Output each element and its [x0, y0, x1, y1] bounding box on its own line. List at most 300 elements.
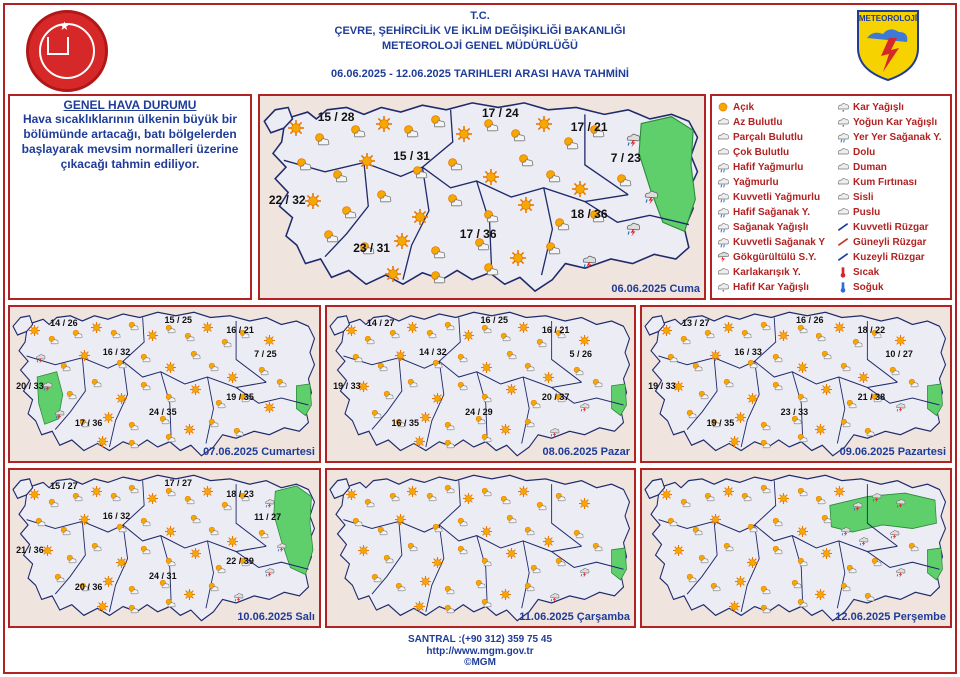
partly-cloudy-icon	[481, 557, 492, 568]
partly-cloudy-icon	[407, 542, 418, 553]
sunny-icon	[858, 372, 869, 383]
sunny-icon	[518, 197, 534, 213]
sunny-icon	[432, 393, 443, 404]
partly-cloudy-icon	[341, 205, 357, 221]
sunny-icon	[815, 424, 826, 435]
partly-cloudy-icon	[215, 399, 226, 410]
temperature-label: 5 / 26	[569, 348, 593, 359]
legend-item	[716, 280, 809, 295]
sunny-icon	[510, 250, 526, 266]
partly-cloudy-icon	[332, 169, 348, 185]
legend-label: Sisli	[853, 192, 874, 203]
partly-cloudy-icon	[72, 329, 83, 340]
partly-cloudy-icon	[536, 338, 547, 349]
legend-label: Kar Yağışlı	[853, 102, 904, 113]
partly-cloudy-icon	[165, 393, 176, 404]
temperature-label: 16 / 21	[226, 325, 254, 336]
temperature-label: 19 / 35	[226, 391, 254, 402]
partly-cloudy-icon	[426, 492, 437, 503]
partly-cloudy-icon	[797, 324, 808, 335]
legend-item	[836, 100, 904, 115]
legend-label: Gökgürültülü S.Y.	[733, 252, 817, 263]
sunny-icon	[483, 169, 499, 185]
temperature-label: 21 / 36	[16, 544, 44, 555]
light-shower-icon	[716, 206, 730, 218]
sunny-icon	[747, 393, 758, 404]
legend-label: Parçalı Bulutlu	[733, 132, 804, 143]
temperature-label: 16 / 25	[480, 314, 509, 325]
cold-icon	[836, 281, 850, 293]
sunny-icon	[579, 498, 590, 509]
heavy-shower-icon	[716, 236, 730, 248]
temperature-label: 17 / 24	[482, 106, 519, 121]
partly-cloudy-icon	[506, 514, 517, 525]
temperature-label: 7 / 23	[610, 150, 641, 165]
partly-cloudy-icon	[772, 545, 783, 556]
partly-cloudy-icon	[481, 324, 492, 335]
sunny-icon	[536, 116, 552, 132]
sunny-icon	[895, 335, 906, 346]
map-date-label: 07.06.2025 Cumartesi	[203, 446, 315, 458]
partly-cloudy-icon	[483, 262, 499, 278]
temperature-label: 22 / 32	[268, 192, 306, 207]
sunny-icon	[420, 576, 431, 587]
partly-cloudy-icon	[692, 526, 703, 537]
partly-cloudy-icon	[530, 564, 541, 575]
partly-cloudy-icon	[371, 573, 382, 584]
sleet-icon	[716, 266, 730, 278]
partly-cloudy-icon	[128, 321, 139, 332]
legend-item	[836, 250, 925, 265]
temperature-label: 14 / 26	[50, 317, 78, 328]
local-shower-icon	[836, 131, 850, 143]
temperature-label: 16 / 35	[391, 417, 419, 428]
partly-cloudy-icon	[524, 582, 535, 593]
partly-cloudy-icon	[840, 362, 851, 373]
partly-cloudy-icon	[747, 359, 758, 370]
partly-cloudy-icon	[797, 433, 808, 444]
sunny-icon	[165, 526, 176, 537]
partly-cloudy-icon	[389, 492, 400, 503]
legend-item	[836, 190, 874, 205]
sunny-icon	[834, 486, 845, 497]
partly-cloudy-icon	[524, 526, 535, 537]
legend-item	[836, 130, 942, 145]
partly-cloudy-icon	[364, 498, 375, 509]
legend-label: Hafif Yağmurlu	[733, 162, 804, 173]
svg-text:*: *	[722, 289, 725, 294]
smoke-icon	[836, 161, 850, 173]
partly-cloudy-icon	[797, 557, 808, 568]
sunny-icon	[79, 514, 90, 525]
partly-cloudy-icon	[518, 153, 534, 169]
partly-cloudy-icon	[403, 124, 419, 140]
partly-cloudy-icon	[444, 484, 455, 495]
partly-cloudy-icon	[426, 329, 437, 340]
thunderstorm-icon	[579, 402, 590, 413]
general-weather-title: GENEL HAVA DURUMU	[63, 98, 197, 112]
legend-item	[716, 115, 782, 130]
temperature-label: 22 / 39	[226, 555, 254, 566]
partly-cloudy-icon	[184, 332, 195, 343]
partly-cloudy-icon	[797, 598, 808, 609]
partly-cloudy-icon	[554, 217, 570, 233]
partly-cloudy-icon	[165, 557, 176, 568]
partly-cloudy-icon	[686, 573, 697, 584]
sunny-icon	[710, 350, 721, 361]
temperature-label: 15 / 28	[317, 110, 355, 125]
legend-item	[836, 280, 884, 295]
partly-cloudy-icon	[815, 332, 826, 343]
sunny-icon	[747, 557, 758, 568]
partly-cloudy-icon	[72, 492, 83, 503]
partly-cloudy-icon	[555, 557, 566, 568]
sunny-icon	[97, 601, 108, 612]
partly-cloudy-icon	[592, 542, 603, 553]
partly-cloudy-icon	[190, 514, 201, 525]
partly-cloudy-icon	[432, 523, 443, 534]
temperature-label: 7 / 25	[254, 348, 277, 359]
sunny-icon	[518, 486, 529, 497]
sunny-icon	[190, 384, 201, 395]
partly-cloudy-icon	[457, 381, 468, 392]
thunderstorm-icon	[276, 542, 287, 553]
partly-cloudy-icon	[221, 501, 232, 512]
partly-cloudy-icon	[110, 492, 121, 503]
sunny-icon	[395, 514, 406, 525]
sunny-icon	[165, 362, 176, 373]
temperature-label: 24 / 29	[465, 407, 493, 418]
partly-cloudy-icon	[723, 378, 734, 389]
sunny-icon	[346, 325, 357, 336]
legend-item	[836, 160, 887, 175]
partly-cloudy-icon	[716, 131, 730, 143]
legend-item	[716, 145, 789, 160]
temperature-label: 19 / 33	[648, 380, 676, 391]
map-date-label: 12.06.2025 Perşembe	[835, 611, 946, 623]
haze-icon	[836, 206, 850, 218]
header-directorate: METEOROLOJİ GENEL MÜDÜRLÜĞÜ	[382, 40, 578, 52]
partly-cloudy-icon	[208, 526, 219, 537]
sunny-icon	[420, 412, 431, 423]
partly-cloudy-icon	[821, 350, 832, 361]
partly-cloudy-icon	[215, 564, 226, 575]
sunny-icon	[414, 601, 425, 612]
partly-cloudy-icon	[60, 362, 71, 373]
sunny-icon	[735, 412, 746, 423]
general-weather-text: Hava sıcaklıklarının ülkenin büyük bir bölümünde artacağı, batı bölgelerden başlayarak mevsim normalleri üzerine çıkacağı tahmin ediliyor.	[21, 112, 239, 171]
sunny-icon	[91, 486, 102, 497]
partly-cloudy-icon	[889, 366, 900, 377]
partly-cloudy-icon	[128, 604, 139, 615]
partly-cloudy-icon	[128, 439, 139, 450]
sunny-icon	[500, 589, 511, 600]
sunny-icon	[407, 486, 418, 497]
partly-cloudy-icon	[140, 381, 151, 392]
partly-cloudy-icon	[686, 409, 697, 420]
partly-cloudy-icon	[680, 498, 691, 509]
partly-cloudy-icon	[475, 579, 486, 590]
thunderstorm-icon	[264, 498, 275, 509]
sunny-icon	[412, 209, 428, 225]
legend-label: Dolu	[853, 147, 876, 158]
map-main	[258, 94, 706, 300]
partly-cloudy-icon	[371, 409, 382, 420]
south-wind-icon	[836, 236, 850, 248]
partly-cloudy-icon	[190, 350, 201, 361]
legend-item	[716, 100, 754, 115]
legend-label: Kuvvetli Sağanak Y	[733, 237, 826, 248]
heavy-snow-icon	[836, 116, 850, 128]
partly-cloudy-icon	[573, 529, 584, 540]
sunny-icon	[673, 545, 684, 556]
legend-item	[836, 220, 929, 235]
rain-icon	[716, 176, 730, 188]
partly-cloudy-icon	[66, 554, 77, 565]
partly-cloudy-icon	[457, 353, 468, 364]
partly-cloudy-icon	[840, 418, 851, 429]
temperature-label: 15 / 25	[164, 314, 193, 325]
north-wind-icon	[836, 251, 850, 263]
thunderstorm-icon	[579, 567, 590, 578]
partly-cloudy-icon	[616, 173, 632, 189]
temperature-label: 19 / 33	[333, 380, 361, 391]
partly-cloudy-icon	[524, 418, 535, 429]
legend-label: Güneyli Rüzgar	[853, 237, 927, 248]
partly-cloudy-icon	[377, 362, 388, 373]
sunny-icon	[202, 322, 213, 333]
partly-cloudy-icon	[116, 523, 127, 534]
partly-cloudy-icon	[573, 366, 584, 377]
sunny-icon	[518, 322, 529, 333]
legend-label: Açık	[733, 102, 755, 113]
legend-item	[836, 175, 917, 190]
legend-label: Çok Bulutlu	[733, 147, 790, 158]
sunny-icon	[723, 322, 734, 333]
sunny-icon	[821, 548, 832, 559]
partly-cloudy-icon	[481, 598, 492, 609]
partly-cloudy-icon	[772, 353, 783, 364]
partly-cloudy-icon	[389, 329, 400, 340]
legend-label: Karlakarışık Y.	[733, 267, 801, 278]
temperature-label: 15 / 27	[50, 480, 78, 491]
temperature-label: 18 / 23	[226, 488, 254, 499]
partly-cloudy-icon	[364, 335, 375, 346]
partly-cloudy-icon	[500, 332, 511, 343]
temperature-label: 21 / 38	[857, 391, 886, 402]
thunderstorm-icon	[716, 251, 730, 263]
map-day-3	[640, 305, 952, 463]
partly-cloudy-icon	[704, 329, 715, 340]
map-date-label: 10.06.2025 Salı	[237, 611, 315, 623]
header-tc: T.C.	[470, 10, 490, 22]
sunny-icon	[815, 589, 826, 600]
sunny-icon	[394, 233, 410, 249]
sunny-icon	[572, 181, 588, 197]
partly-cloudy-icon	[506, 350, 517, 361]
partly-cloudy-icon	[91, 378, 102, 389]
partly-cloudy-icon	[444, 439, 455, 450]
partly-cloudy-icon	[797, 393, 808, 404]
sunny-icon	[414, 436, 425, 447]
partly-cloudy-icon	[667, 353, 678, 364]
legend-label: Yağmurlu	[733, 177, 779, 188]
partly-cloudy-icon	[908, 542, 919, 553]
legend-item	[836, 235, 926, 250]
thunderstorm-icon	[895, 498, 906, 509]
cloudy-icon	[716, 146, 730, 158]
sunny-icon	[661, 325, 672, 336]
partly-cloudy-icon	[221, 338, 232, 349]
legend-label: Soğuk	[853, 282, 884, 293]
temperature-label: 17 / 36	[74, 417, 103, 428]
hot-icon	[836, 266, 850, 278]
partly-cloudy-icon	[481, 487, 492, 498]
partly-cloudy-icon	[276, 378, 287, 389]
partly-cloudy-icon	[457, 517, 468, 528]
sunny-icon	[227, 372, 238, 383]
partly-cloudy-icon	[383, 390, 394, 401]
sunny-icon	[264, 402, 275, 413]
temperature-label: 10 / 27	[885, 348, 913, 359]
partly-cloudy-icon	[760, 484, 771, 495]
temperature-label: 24 / 31	[149, 571, 177, 582]
partly-cloudy-icon	[481, 433, 492, 444]
hail-icon	[836, 146, 850, 158]
partly-cloudy-icon	[432, 359, 443, 370]
light-rain-icon	[716, 161, 730, 173]
partly-cloudy-icon	[444, 585, 455, 596]
partly-cloudy-icon	[864, 592, 875, 603]
temperature-label: 17 / 27	[164, 477, 193, 488]
partly-cloudy-icon	[545, 241, 561, 257]
strong-wind-icon	[836, 221, 850, 233]
sunny-icon	[184, 424, 195, 435]
ministry-emblem: ★	[26, 10, 108, 92]
sunny-icon	[723, 486, 734, 497]
sunny-icon	[797, 526, 808, 537]
partly-cloudy-icon	[352, 517, 363, 528]
partly-cloudy-icon	[864, 427, 875, 438]
partly-cloudy-icon	[481, 393, 492, 404]
partly-cloudy-icon	[692, 362, 703, 373]
temperature-label: 24 / 35	[149, 407, 177, 418]
footer-url: http://www.mgm.gov.tr	[426, 646, 534, 657]
temperature-label: 20 / 36	[74, 582, 103, 593]
sunny-icon	[463, 330, 474, 341]
thunderstorm-icon	[625, 221, 641, 237]
temperature-label: 17 / 21	[570, 120, 608, 135]
sunny-icon	[395, 350, 406, 361]
sunny-icon	[359, 153, 375, 169]
thunderstorm-icon	[858, 536, 869, 547]
shower-icon	[716, 221, 730, 233]
legend-label: Kum Fırtınası	[853, 177, 917, 188]
legend-label: Sağanak Yağışlı	[733, 222, 809, 233]
partly-cloudy-icon	[140, 545, 151, 556]
temperature-label: 23 / 31	[353, 241, 390, 256]
partly-cloudy-icon	[165, 598, 176, 609]
partly-cloudy-icon	[444, 421, 455, 432]
sunny-icon	[797, 362, 808, 373]
sunny-icon	[97, 436, 108, 447]
partly-cloudy-icon	[797, 487, 808, 498]
partly-cloudy-icon	[908, 378, 919, 389]
partly-cloudy-icon	[165, 487, 176, 498]
partly-cloudy-icon	[165, 324, 176, 335]
partly-cloudy-icon	[208, 362, 219, 373]
sunny-icon	[305, 193, 321, 209]
partly-cloudy-icon	[60, 526, 71, 537]
partly-cloudy-icon	[555, 492, 566, 503]
sunny-icon	[116, 557, 127, 568]
thunderstorm-icon	[852, 501, 863, 512]
legend-box	[710, 94, 952, 300]
partly-cloudy-icon	[483, 209, 499, 225]
partly-cloudy-icon	[91, 542, 102, 553]
sunny-icon	[463, 493, 474, 504]
legend-item	[716, 175, 779, 190]
partly-cloudy-icon	[545, 169, 561, 185]
partly-cloudy-icon	[846, 564, 857, 575]
legend-label: Hafif Sağanak Y.	[733, 207, 811, 218]
partly-cloudy-icon	[430, 245, 446, 261]
sunny-icon	[184, 589, 195, 600]
partly-cloudy-icon	[258, 366, 269, 377]
partly-cloudy-icon	[524, 362, 535, 373]
map-day-6	[640, 468, 952, 628]
sunny-icon	[103, 412, 114, 423]
thunderstorm-icon	[643, 189, 659, 205]
sunny-icon	[227, 536, 238, 547]
partly-cloudy-icon	[510, 128, 526, 144]
legend-item	[836, 205, 880, 220]
sunny-icon	[288, 120, 304, 136]
footer-phone: SANTRAL :(+90 312) 359 75 45	[407, 634, 553, 645]
temperature-label: 16 / 26	[796, 314, 824, 325]
partly-cloudy-icon	[772, 381, 783, 392]
partly-cloudy-icon	[741, 492, 752, 503]
legend-label: Kuvvetli Yağmurlu	[733, 192, 821, 203]
partly-cloudy-icon	[667, 517, 678, 528]
legend-label: Az Bulutlu	[733, 117, 783, 128]
partly-cloudy-icon	[747, 523, 758, 534]
sunny-icon	[710, 514, 721, 525]
partly-cloudy-icon	[383, 554, 394, 565]
temperature-label: 18 / 22	[857, 325, 886, 336]
partly-cloudy-icon	[376, 189, 392, 205]
temperature-label: 11 / 27	[254, 512, 282, 523]
sunny-icon	[834, 322, 845, 333]
sunny-icon	[29, 489, 40, 500]
partly-cloudy-icon	[852, 338, 863, 349]
legend-item	[836, 115, 937, 130]
partly-cloudy-icon	[352, 353, 363, 364]
fog-icon	[836, 191, 850, 203]
temperature-label: 23 / 33	[780, 407, 809, 418]
sunny-icon	[778, 330, 789, 341]
sunny-icon	[358, 545, 369, 556]
thunderstorm-icon	[889, 529, 900, 540]
legend-label: Kuzeyli Rüzgar	[853, 252, 925, 263]
partly-cloudy-icon	[760, 321, 771, 332]
partly-cloudy-icon	[350, 124, 366, 140]
legend-item	[716, 265, 801, 280]
thunderstorm-icon	[895, 567, 906, 578]
sunny-icon	[543, 372, 554, 383]
partly-cloudy-icon	[592, 378, 603, 389]
partly-cloudy-icon	[110, 329, 121, 340]
